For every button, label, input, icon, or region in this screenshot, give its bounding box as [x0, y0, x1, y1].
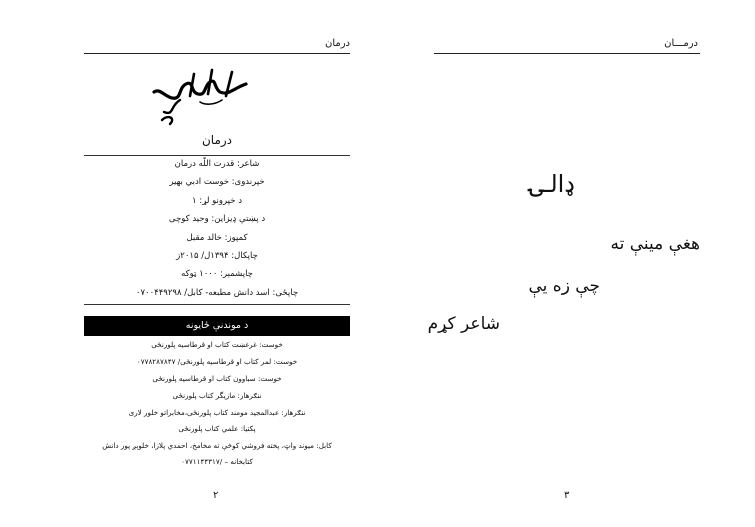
book-title: درمان [201, 133, 233, 147]
credit-print-year: چاپکال: ۱۳۹۴ل/ ۲۰۱۵ز [176, 251, 258, 261]
shop-line: پکتیا: علمي کتاب پلورنځی [178, 424, 256, 433]
shop-line: خوست: سباوون کتاب او قرطاسیه پلورنځی [152, 374, 282, 383]
shop-line: ننګرهار: مازیگر کتاب پلورنځی [172, 391, 262, 400]
credit-poet: شاعر: قدرت اللّه درمان [174, 159, 260, 169]
page-number-left: ۲ [213, 490, 219, 501]
shop-line: خوست: غرغښت کتاب او قرطاسیه پلورنځی [151, 340, 283, 349]
basmala-calligraphy [150, 66, 250, 128]
credit-series: د خپرونو لړ: ۱ [192, 196, 242, 206]
title-rule [84, 155, 350, 156]
shops-heading: د موندنې ځایونه [84, 316, 350, 336]
shop-line: خوست: لمر کتاب او قرطاسیه پلورنځی/ ۰۷۷۸۲۸۷۸۴۷ [136, 357, 298, 366]
shop-line: کتابخانه – /۰۷۷۱۱۴۴۳۱۷ [181, 457, 253, 466]
right-page [378, 0, 755, 527]
running-head-right: درمـــان [664, 38, 698, 49]
credit-printer: چاپځی: اسد دانش مطبعه- کابل/ ۰۷۰۰۴۴۹۲۹۸ [135, 288, 299, 298]
credit-publisher: خپرندوی: خوست ادبي بهیر [169, 177, 265, 187]
credit-compose: کمپوز: خالد مقبل [186, 233, 248, 243]
credit-print-run: چاپشمېر: ۱۰۰۰ ټوکه [181, 269, 253, 279]
page-number-right: ۳ [564, 490, 570, 501]
poem-line: هغې مینې ته [610, 234, 700, 254]
shop-line: کابل: میوند واټ، پخته فروشي کوڅې ته مخامخ، احمدي پلازا، خلوېږ پور دانش [102, 441, 332, 450]
header-rule-right [434, 53, 700, 54]
header-rule-left [84, 53, 350, 54]
shop-line: ننګرهار: عبدالمجید مومند کتاب پلورنځی،مخابراتو خلور لاری [128, 408, 306, 417]
credit-cover-design: د پښتې ډیزاین: وحید کوچی [168, 214, 266, 224]
running-head-left: درمان [324, 38, 350, 49]
dedication-title: ډالـۍ [529, 170, 575, 198]
poem-line: چې زه یې [528, 276, 600, 296]
credits-rule [84, 304, 350, 305]
poem-line: شاعر کړم [427, 314, 500, 334]
